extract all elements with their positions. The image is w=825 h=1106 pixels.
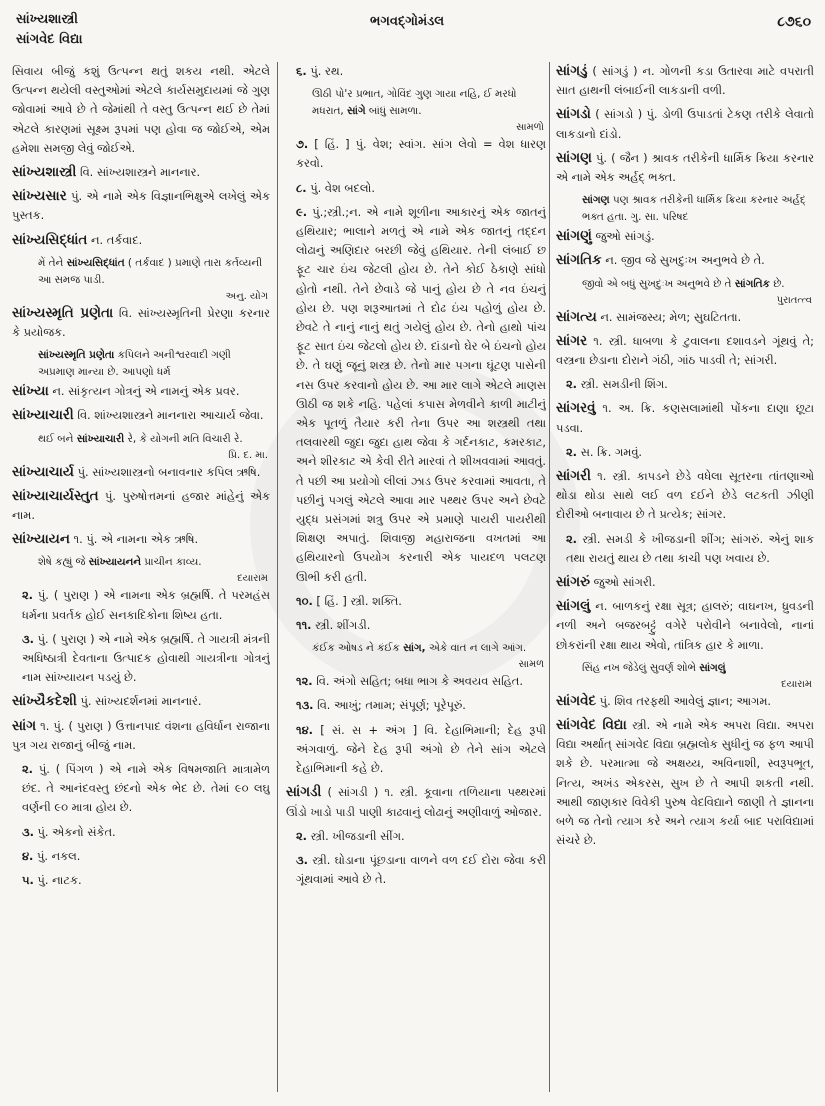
headword: સાંખ્યશાસ્ત્રી (12, 164, 77, 181)
sense-number: ૯. (296, 204, 308, 219)
sense-number: ૧૨. (296, 674, 313, 689)
definition: ૧. સ્ત્રી. કાપડને છેડે વધેલા સૂતરના તાંતણાઓ થોડા થોડા સાથે લઈ વળ દઈને છેડે લટકતી ઝીણી દોરીઓ બનાવાય છે તે પ્રત્યેક; સાંગર. (556, 469, 814, 522)
sense-number: ૧૪. (296, 722, 313, 737)
citation-source: સામળ (518, 659, 544, 671)
sense-item (12, 823, 270, 842)
citation-source: દયારામ (237, 573, 268, 585)
sense-text: સ. ક્રિ. ગમવું. (577, 444, 643, 459)
dictionary-entry (556, 332, 814, 370)
continued-text: સિવાય બીજું કશું ઉત્પન્ન થતું શકય નથી. એટલે ઉત્પન્ન થયેલી વસ્તુઓમાં એટલે કાર્યસમુદાયમાં જે ગુણ જોવામાં આવે છે તે જેમાંથી તે વસ્તુ ઉત્પન્ન થઈ છે તેમાં એટલે કારણમાં સૂક્ષ્મ રૂપમાં પણ હોવા જ જોઈએ, એમ હમેશા સમજી લેવું જોઈએ. (12, 64, 270, 155)
dictionary-entry (12, 406, 270, 425)
headword: સાંગત્ય (556, 308, 597, 325)
sense-number: ૨. (22, 588, 34, 603)
sense-item (556, 443, 814, 462)
citation-quote (556, 660, 814, 677)
sense-item (286, 851, 546, 889)
dictionary-entry (556, 597, 814, 655)
headword: સાંગડો (556, 106, 591, 123)
sense-text: પું. વેશ બદલો. (306, 180, 375, 195)
definition: સ્ત્રી. એ નામે એક અપરા વિદ્યા. અપરા વિદ્યા અર્થાત્ સાંગવેદ વિદ્યા બ્રહ્મલોક સુધીનું જ ફળ આપી શકે છે. પરમાત્મા જે અક્ષય્ય, અવિનાશી, સ્વરૂપભૂત, નિત્ય, અખંડ એકરસ, સુખ છે તે આપી શકતી નથી. આથી જાણકાર વિવેકી પુરુષ વેદવિદ્યાને જાણી તે જ્ઞાનના બળે જ તેનો ત્યાગ કરે અને ત્યાગ કર્યા બાદ પરાવિદ્યામાં સંચરે છે. (556, 718, 814, 848)
headword: સાંગર (556, 332, 588, 349)
definition: પું. સાંખ્યદર્શનમાં માનનારં. (76, 694, 202, 709)
quote-text: જીવો એ બધું સુખદુઃખ અનુભવે છે તે (582, 277, 735, 290)
sense-text: [ સં. સ + અંગ ] વિ. દેહાભિમાની; દેહ રૂપી અંગવાળું. જેને દેહ રૂપી અંગો છે તેને સાંગ એટલે દેહાભિમાની કહે છે. (296, 722, 546, 776)
sense-number: ૧૧. (296, 618, 312, 633)
dictionary-entry (12, 530, 270, 549)
dictionary-entry (12, 304, 270, 342)
sense-item (286, 135, 546, 173)
sense-text: [ હિં. ] સ્ત્રી. શક્તિ. (312, 593, 402, 608)
definition: વિ. સાંખ્યશાસ્ત્રને માનનાર. (76, 165, 201, 180)
citation-quote (12, 255, 270, 289)
definition: ( સાંગડી ) ૧. સ્ત્રી. કૂવાના તળિયાના પથ્થરમાં ઊંડો ખાડો પાડી પાણી કાઢવાનું લોઢાનું અણીવાળું ઓજાર. (286, 785, 546, 819)
sense-number: ૨. (296, 828, 308, 843)
quote-text: ઊઠી પો'ર પ્રભાત, ગોવિંદ ગુણ ગાયા નહિ, ઈ મરધો મધરાત, (312, 88, 517, 118)
headword: સાંગવેદ વિદ્યા (556, 717, 627, 734)
sense-number: ૮. (296, 180, 307, 195)
dictionary-entry (12, 382, 270, 401)
dictionary-entry (556, 399, 814, 437)
headword: સાંગલું (556, 598, 591, 615)
quoted-headword: સાંખ્યાચારી (76, 432, 125, 445)
headword: સાંગણ (556, 149, 592, 166)
headword: સાંખ્યાયન (12, 531, 70, 548)
quote-text: બાંધું સામળા. (365, 105, 422, 118)
sense-item (286, 696, 546, 715)
definition: પું. શિવ તરફથી આવેલું જ્ઞાન; આગમ. (596, 693, 772, 708)
sense-number: ૩. (296, 852, 308, 867)
headword: સાંખ્યાચાર્યસ્તુત (12, 487, 99, 504)
definition: ન. સામંજસ્ય; મેળ; સુઘટિતતા. (596, 309, 742, 324)
dictionary-entry (556, 227, 814, 246)
definition: પું. એ નામે એક વિજ્ઞાનભિક્ષુએ લખેલું એક પુસ્તક. (12, 189, 270, 223)
dictionary-entry (12, 487, 270, 525)
dictionary-entry (556, 62, 814, 100)
sense-number: ૭. (296, 137, 309, 152)
sense-text: પું. ( પુરાણ ) એ નામે એક બ્રહ્મર્ષિ. તે ગાયત્રી મંત્રની અધિષ્ઠાત્રી દેવતાના ઉત્પાદક હોવાથી ગાયત્રીના ગોત્રનું નામ સાંખ્યાયન પડયું છે. (22, 631, 270, 685)
sense-number: ૫. (22, 873, 34, 888)
sense-number: ૪. (22, 848, 34, 863)
quoted-headword: સાંગણ (582, 194, 610, 207)
definition: ન. બાળકનું રક્ષા સૂત્ર; હાલરું; વાઘનખ, ધ્રુવડની નળી અને બજરબટ્ટું વગેરે પરોવીને બનાવેલો, નાનાં છોકરાંની રક્ષા થાય એવો, તાંત્રિક હાર કે માળા. (556, 599, 814, 652)
sense-text: પું.;સ્ત્રી.;ન. એ નામે શૂળીના આકારનું એક જાતનું હથિયાર; ભાલાને મળતું એ નામે એક જાતનું તદ્દન લોઢાનું અણિદાર બરછી જેવું હથિયાર. તેની લંબાઈ છ ફૂટ ચાર ઇંચ જેટલી હોય છે. તેને કોઈ ઠેકાણે સાંધો હોતો નથી. તેને છેવાડે જે પાનું હોય છે તે નવ ઇંચનું હોય છે. પણ શરૂઆતમાં તે દોઢ ઇંચ પહોળું હોય છે. છેવટે તે નાનું નાનું થતું ગયેલું હોય છે. તેનો હાથો પાંચ ફૂટ સાત ઇંચ જેટલો હોય છે. દાંડાનો ઘેર બે ઇંચનો હોય છે. તે ઘણું જૂનું શસ્ત્ર છે. તેનો માર પગના ઘૂંટણ પાસેની નસ ઉપર કરવાનો હોય છે. આ માર લાગે એટલે માણસ ઊઠી જ શકે નહિ. પહેલાં કપાસ મેળવીને કાળી માટીનું એક પૂતળું તૈયાર કરી તેના ઉપર આ શસ્ત્રથી તથા તલવારથી જુદા જુદા હાથ જેવા કે ગર્દનકાટ, કમરકાટ, અને શીરકાટ એ કેવી રીતે મારવાં તે શીખવવામાં આવતું. તે પછી આ પ્રયોગો લીલાં ઝાડ ઉપર કરવામાં આવતા, તે પછીનું પગલું એટલે આવા માર પથ્થર ઉપર અને છેવટે યુદ્ધ પ્રસંગમાં શત્રુ ઉપર એ પ્રમાણે પાયરી પાયરીથી શિક્ષણ અપાતું. શિવાજી મહારાજના વખતમાં આ હથિયારનો ઉપયોગ કરનારી એક પાયદળ પલટણ ઊભી કરી હતી. (296, 204, 546, 584)
first-guide-word: સાંખ્યશાસ્ત્રી (16, 12, 78, 27)
sense-number: ૨. (566, 531, 578, 546)
quote-text: ( તર્કવાદ ) પ્રમાણે તારા કર્તવ્યની આ સમજ પાડી. (38, 256, 263, 286)
definition: ૧. સ્ત્રી. ધાબળા કે ટુવાલના દશાવડને ગૂંથવું તે; વસ્ત્રના છેડાના દોરાને ગંઠી, ગાંઠ પાડવી તે; સાંગરી. (556, 333, 814, 368)
dictionary-entry (12, 231, 270, 250)
definition: ( સાંગડું ) ન. ગોળની કડા ઉતારવા માટે વપરાતી સાત હાથની લંબાઈની લાકડાની વળી. (556, 64, 814, 98)
page-header (0, 6, 825, 56)
sense-text: સ્ત્રી. શીંગડી. (311, 618, 371, 633)
sense-text: સ્ત્રી. ખીજડાની સીંગ. (307, 828, 405, 843)
quote-text: છે. (769, 277, 785, 290)
definition: વિ. શાંખ્યશાસ્ત્રને માનનારા આચાર્ય જેવા. (73, 408, 264, 423)
guide-words (16, 10, 83, 50)
column-3 (556, 62, 814, 1102)
citation-quote (556, 192, 814, 226)
headword: સાંખ્યા (12, 383, 49, 400)
headword: સાંગ (12, 717, 37, 734)
headword: સાંગડું (556, 63, 588, 79)
quoted-headword: સાંગે (346, 105, 366, 118)
citation-quote (286, 640, 546, 657)
dictionary-entry (556, 105, 814, 143)
sense-number: ૩. (22, 824, 34, 839)
sense-text: સ્ત્રી. સમડી કે ખીજડાની શીંગ; સાંગરું. એનું શાક તથા રાયતું થાય છે તથા કાચી પણ ખવાય છે. (566, 531, 814, 565)
citation-source: પુરાતત્ત્વ (776, 294, 812, 306)
sense-item (286, 203, 546, 587)
headword: સાંખ્યાચારી (12, 407, 74, 424)
sense-item (286, 592, 546, 611)
quoted-headword: સાંખ્યસિદ્ધાંત (66, 256, 125, 269)
dictionary-entry (556, 308, 814, 327)
sense-text: પું. નકલ. (33, 848, 81, 863)
sense-item (556, 530, 814, 568)
dictionary-entry (12, 692, 270, 711)
quote-text: સિંહ નખ જેડેલું સુવર્ણ શોભે (582, 661, 700, 674)
last-guide-word: સાંગવેદ વિદ્યા (16, 32, 83, 47)
definition: પું. ( જૈન ) શ્રાવક તરીકેની ધાર્મિક ક્રિયા કરનાર એ નામે એક અર્હદ્ ભક્ત. (556, 150, 814, 185)
dictionary-entry (12, 717, 270, 755)
headword: સાંખ્યૈકદેશી (12, 693, 77, 710)
headword: સાંગવેદ (556, 692, 597, 709)
sense-item (286, 721, 546, 779)
quote-text: એકે વાત ન લાગે આંગ. (425, 642, 527, 655)
column-1 (12, 62, 270, 1102)
quote-text: કપિલને અનીશ્વરવાદી ગણી અપ્રમાણ માન્યા છે. આપણો ધર્મ (38, 349, 231, 379)
citation-source: અનુ. યોગ (225, 290, 268, 302)
definition: ન. જીવ જે સુખદુઃખ અનુભવે છે તે. (601, 253, 765, 268)
page-number: ૮૭૬૦ (777, 14, 811, 30)
quote-text: શેષે કહ્યું જે (38, 556, 89, 569)
definition: વિ. સાંખ્યસ્મૃતિની પ્રેરણા કરનાર કે પ્રયોજક. (12, 305, 270, 340)
sense-number: ૨. (566, 377, 578, 392)
dictionary-entry (12, 163, 270, 182)
dictionary-entry (556, 149, 814, 187)
dictionary-entry (556, 467, 814, 525)
sense-text: પું. એકનો સંકેત. (33, 824, 116, 839)
headword: સાંખ્યસાર (12, 188, 67, 205)
book-title: ભગવદ્ગોમંડલ (370, 14, 445, 29)
definition: ૧. પું. એ નામના એક ઋષિ. (69, 532, 199, 547)
dictionary-entry (286, 783, 546, 821)
citation-quote (556, 276, 814, 293)
citation-source: સામળો (516, 122, 544, 134)
sense-item (286, 672, 546, 691)
quote-text: પણ શ્રાવક તરીકેની ધાર્મિક ક્રિયા કરનાર અર્હદ્ ભક્ત હતા. ગુ. સા. પરિષદ (582, 194, 806, 224)
quote-text: મેં તેને (38, 256, 67, 269)
sense-text: પું. નાટક. (33, 873, 82, 888)
sense-item (12, 586, 270, 624)
sense-text: સ્ત્રી. ઘોડાના પૂંછડાના વાળને વળ દઈ દોરા જેવા કરી ગૂંથવામાં આવે છે તે. (296, 852, 546, 887)
sense-number: ૧૦. (296, 593, 313, 608)
quoted-headword: સાંખ્યસ્મૃતિ પ્રણેતા (38, 349, 115, 362)
sense-text: પું. ( પુરાણ ) એ નામના એક બ્રહ્મર્ષિ. તે પરમહંસ ધર્મના પ્રવર્તક હોઈ સનકાદિકોના શિષ્ય હતા. (22, 588, 270, 622)
headword: સાંગણું (556, 228, 592, 245)
sense-item (286, 62, 546, 81)
dictionary-entry (556, 251, 814, 270)
quoted-headword: સાંખ્યાયનને (88, 556, 141, 569)
sense-item (12, 847, 270, 866)
column-2 (286, 62, 546, 1102)
definition: જુઓ સાંગરી. (590, 575, 656, 590)
sense-item (12, 630, 270, 688)
dictionary-entry (556, 716, 814, 850)
quoted-headword: સાંગ, (403, 642, 426, 655)
sense-item (12, 871, 270, 890)
sense-item (286, 827, 546, 846)
dictionary-entry (556, 692, 814, 711)
sense-item (286, 179, 546, 198)
quoted-headword: સાંગલું (699, 661, 726, 674)
citation-quote (286, 86, 546, 120)
sense-item (12, 760, 270, 818)
sense-text: વિ. અંગો સહિત; બધા ભાગ કે અવયવ સહિત. (312, 674, 523, 689)
sense-number: ૨. (22, 762, 34, 777)
sense-number: ૨. (566, 444, 578, 459)
headword: સાંગરી (556, 468, 591, 485)
sense-item (286, 616, 546, 635)
headword: સાંગરવું (556, 400, 596, 417)
quote-text: રે, કે યોગની મતિ વિચારી રે. (124, 432, 243, 445)
definition: ન. સાંકૃત્યન ગોત્રનું એ નામનું એક પ્રવર. (48, 384, 240, 399)
headword: સાંગડી (286, 784, 322, 801)
headword: સાંગરું (556, 574, 590, 591)
definition: પું. પુરુષોત્તમનાં હજાર માંહેનું એક નામ. (12, 488, 270, 523)
headword: સાંગતિક (556, 252, 602, 269)
sense-text: સ્ત્રી. સમડીની શિંગ. (577, 377, 668, 392)
headword: સાંખ્યાચાર્ય (12, 463, 74, 480)
citation-source: દયારામ (781, 678, 812, 690)
citation-quote (12, 554, 270, 571)
definition: ન. તર્કવાદ. (87, 232, 143, 247)
sense-text: [ હિં. ] પું. વેશ; સ્વાંગ. સાંગ લેવો = વેશ ધારણ કરવો. (296, 137, 546, 171)
headword: સાંખ્યસિદ્ધાંત (12, 231, 88, 248)
citation-quote (12, 431, 270, 448)
sense-number: ૩. (22, 631, 34, 646)
quote-text: પ્રાચીન કાવ્ય. (141, 556, 202, 569)
sense-text: પું. ( પિંગળ ) એ નામે એક વિષમજાતિ માત્રામેળ છંદ. તે આનંદવસ્તુ છંદનો એક ભેદ છે. તેમાં ૯૦ લઘુ વર્ણની ૯૦ માત્રા હોય છે. (22, 762, 270, 815)
quoted-headword: સાંગતિક (734, 277, 770, 290)
quote-text: કંઈક ઓષડ ને કંઈક (312, 642, 404, 655)
definition: પું. સાંખ્યશાસ્ત્રનો બનાવનાર કપિલ ઋષિ. (73, 464, 261, 479)
citation-source: પ્રિ. દ. મા. (228, 449, 268, 461)
dictionary-entry (556, 573, 814, 592)
sense-text: વિ. આખું; તમામ; સંપૂર્ણ; પૂરેપૂરું. (313, 698, 466, 713)
sense-item (556, 375, 814, 394)
sense-number: ૧૩. (296, 698, 314, 713)
definition: ૧. પું. ( પુરાણ ) ઉત્તાનપાદ વંશના હવિર્ધાન રાજાના પુત્ર ગય રાજાનું બીજું નામ. (12, 718, 270, 752)
sense-text: પું. રથ. (306, 64, 344, 78)
headword: સાંખ્યસ્મૃતિ પ્રણેતા (12, 304, 114, 321)
definition: જુઓ સાંગડું. (591, 229, 655, 244)
sense-number: ૬. (296, 64, 307, 78)
dictionary-entry (12, 463, 270, 482)
citation-quote (12, 347, 270, 381)
quote-text: થઈ બને (38, 432, 77, 445)
definition: ૧. અ. ક્રિ. કણસલામાંથી પોંકના દાણા છૂટા પડવા. (556, 401, 814, 435)
dictionary-entry (12, 187, 270, 225)
definition: ( સાંગડો ) પું. ડોળી ઉપાડતાં ટેકણ તરીકે લેવાતો લાકડાનો દાંડો. (556, 107, 814, 141)
